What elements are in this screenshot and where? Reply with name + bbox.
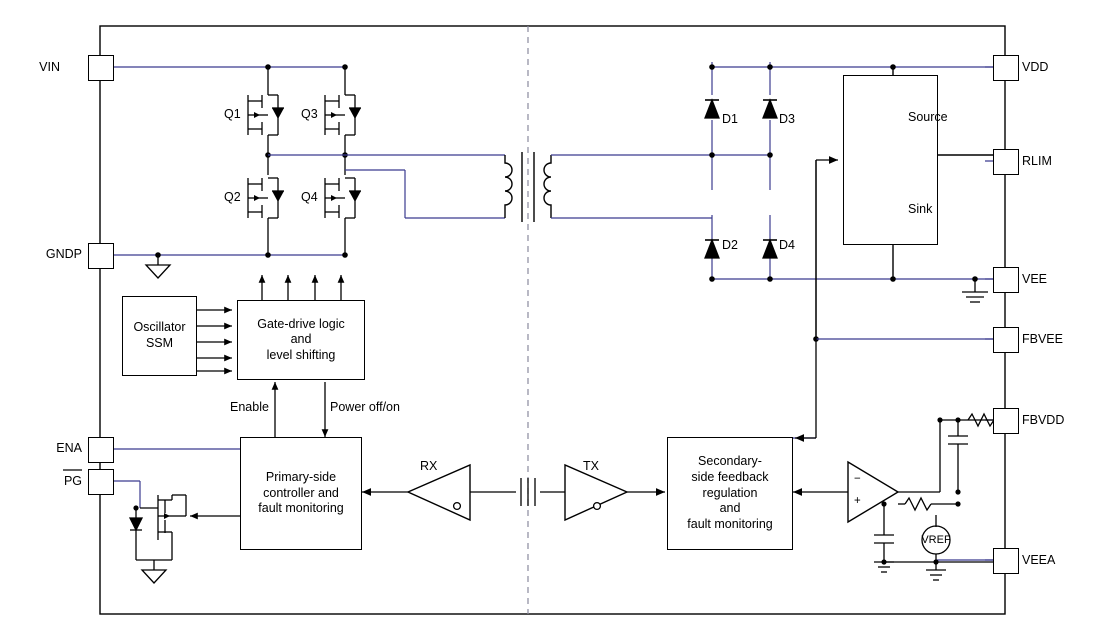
transistor-label-q2: Q2 — [224, 190, 241, 204]
pin-pad-vee[interactable] — [993, 267, 1019, 293]
primary-controller-line2: controller and — [263, 485, 339, 500]
transistor-label-q1: Q1 — [224, 107, 241, 121]
secondary-line1: Secondary- — [698, 454, 762, 469]
block-primary-side-controller[interactable] — [240, 437, 362, 550]
pin-pad-ena[interactable] — [88, 437, 114, 463]
secondary-line5: fault monitoring — [687, 516, 773, 531]
signal-label-rx: RX — [420, 459, 438, 473]
gate-drive-line1: Gate-drive logic — [257, 316, 345, 331]
pin-pad-rlim[interactable] — [993, 149, 1019, 175]
primary-controller-line3: fault monitoring — [258, 501, 344, 516]
vref-source-label: VREF — [921, 534, 951, 546]
transistor-label-q3: Q3 — [301, 107, 318, 121]
secondary-line2: side feedback — [691, 470, 769, 485]
pin-label-veea: VEEA — [1022, 553, 1056, 567]
diode-label-d3: D3 — [779, 112, 795, 126]
pin-pad-fbvdd[interactable] — [993, 408, 1019, 434]
pin-label-ena: ENA — [56, 441, 82, 455]
pin-label-vee: VEE — [1022, 272, 1048, 286]
signal-label-enable: Enable — [230, 400, 269, 414]
gate-drive-line2: and — [290, 332, 312, 347]
diode-label-d4: D4 — [779, 238, 795, 252]
pin-pad-pg[interactable] — [88, 469, 114, 495]
pin-label-gndp: GNDP — [45, 247, 82, 261]
pin-label-fbvdd: FBVDD — [1022, 413, 1065, 427]
source-sink-switch-box[interactable] — [843, 75, 938, 245]
pin-pad-fbvee[interactable] — [993, 327, 1019, 353]
diode-label-d1: D1 — [722, 112, 738, 126]
secondary-line4: and — [719, 501, 741, 516]
pin-pad-gndp[interactable] — [88, 243, 114, 269]
transistor-label-q4: Q4 — [301, 190, 318, 204]
signal-label-tx: TX — [583, 459, 599, 473]
switch-label-source: Source — [908, 110, 948, 124]
pin-label-rlim: RLIM — [1022, 154, 1052, 168]
pin-label-vin: VIN — [39, 60, 60, 74]
oscillator-line1: Oscillator — [133, 320, 186, 335]
pin-label-fbvee: FBVEE — [1022, 332, 1063, 346]
pin-pad-vdd[interactable] — [993, 55, 1019, 81]
gate-drive-line3: level shifting — [266, 347, 336, 362]
block-secondary-side-feedback[interactable] — [667, 437, 793, 550]
secondary-line3: regulation — [702, 485, 758, 500]
switch-label-sink: Sink — [908, 202, 933, 216]
primary-controller-line1: Primary-side — [265, 470, 337, 485]
pin-pad-vin[interactable] — [88, 55, 114, 81]
pin-label-vdd: VDD — [1022, 60, 1049, 74]
pin-label-pg: PG — [63, 474, 82, 488]
signal-label-power-off-on: Power off/on — [330, 400, 400, 414]
opamp-noninverting-input-label: + — [854, 495, 861, 507]
block-gate-drive-logic[interactable] — [237, 300, 365, 380]
oscillator-line2: SSM — [145, 336, 174, 350]
block-oscillator-ssm[interactable] — [122, 296, 197, 376]
pin-pad-veea[interactable] — [993, 548, 1019, 574]
opamp-inverting-input-label: − — [854, 473, 861, 485]
diode-label-d2: D2 — [722, 238, 738, 252]
